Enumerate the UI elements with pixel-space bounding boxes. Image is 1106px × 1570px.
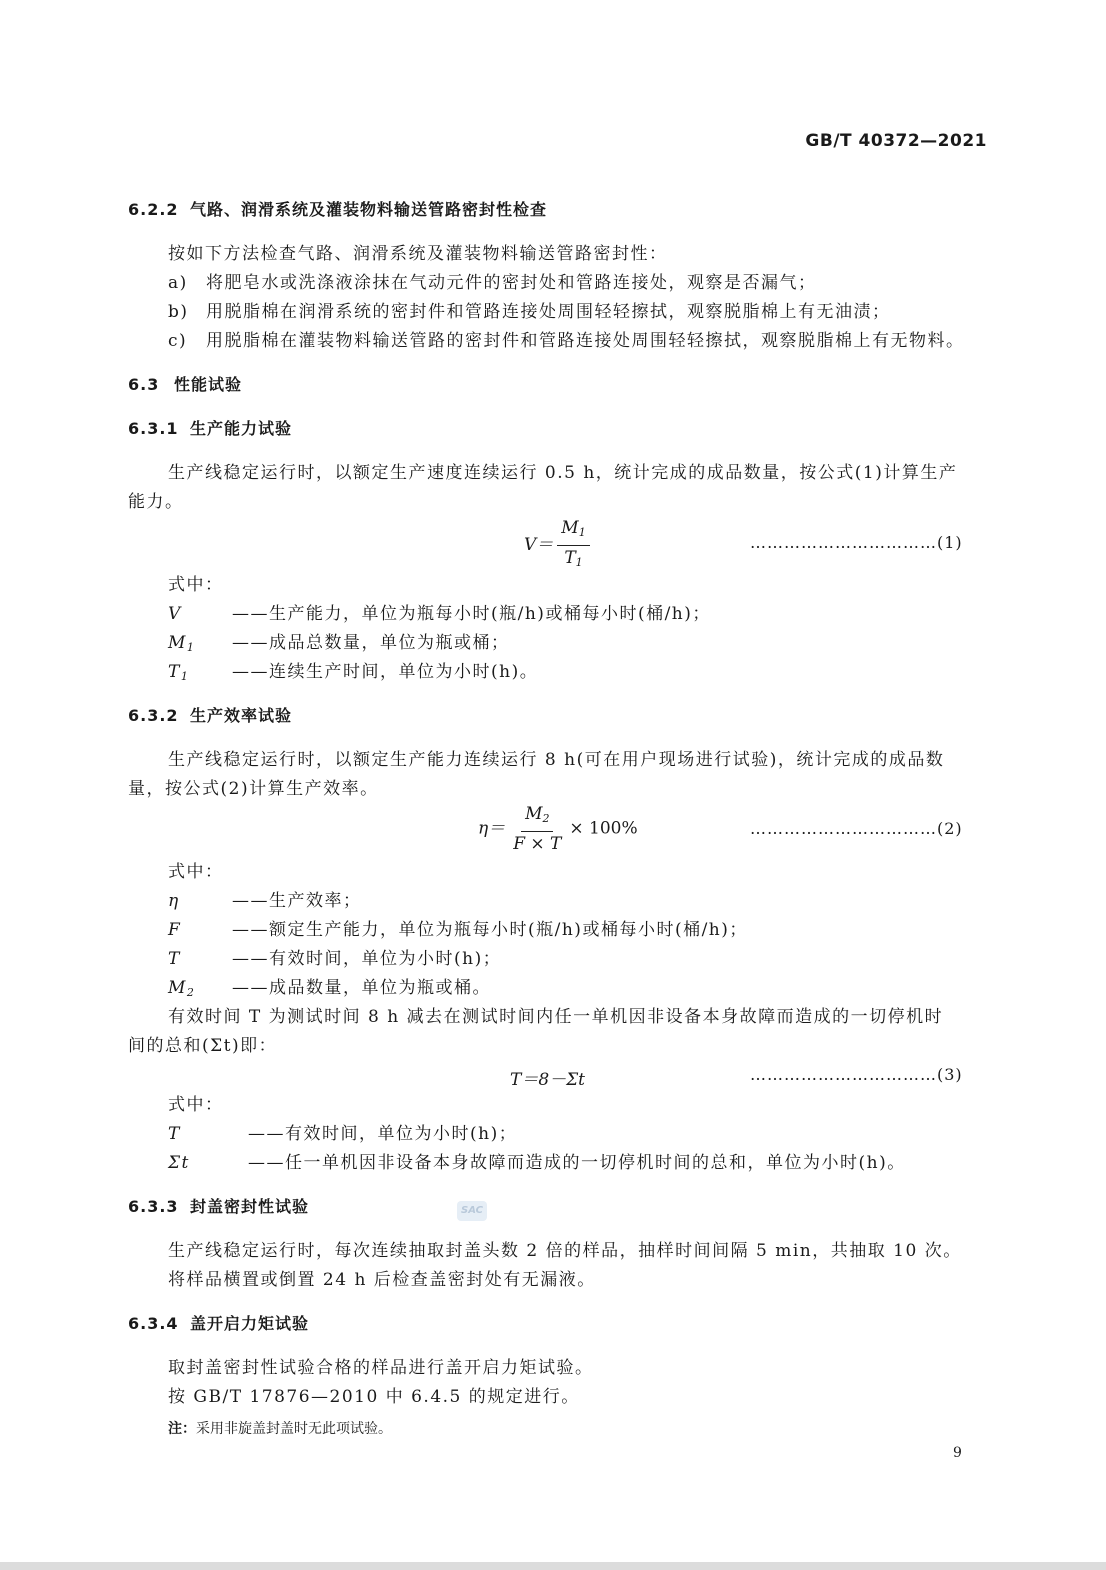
symbol-definition <box>168 1123 517 1145</box>
section-6-3-1-heading <box>128 418 292 440</box>
numerator: $M_2$ <box>521 804 553 832</box>
section-number: 6.3.1 <box>128 419 179 438</box>
note-text: 采用非旋盖封盖时无此项试验。 <box>196 1421 392 1437</box>
formula-3: T＝8－Σt <box>510 1070 586 1090</box>
section-title: 盖开启力矩试验 <box>190 1314 310 1333</box>
symbol: $T_1$ <box>168 662 190 683</box>
definition-text: ——有效时间，单位为小时(h)； <box>232 949 502 969</box>
where-label: 式中： <box>168 1095 224 1115</box>
symbol-definition <box>168 890 362 912</box>
symbol: F <box>168 920 182 940</box>
paragraph-line: 间的总和(Σt)即： <box>128 1036 278 1056</box>
definition-text: ——生产效率； <box>232 891 362 911</box>
symbol-definition <box>168 948 501 970</box>
watermark-logo: SAC <box>457 1201 487 1221</box>
list-item <box>168 301 891 323</box>
fraction <box>557 518 589 573</box>
section-number: 6.3.4 <box>128 1314 179 1333</box>
equation-number: ……………………………(1) <box>750 533 963 552</box>
bottom-border <box>0 1562 1106 1570</box>
section-number: 6.3 <box>128 375 160 394</box>
section-number: 6.2.2 <box>128 200 179 219</box>
definition-text: ——有效时间，单位为小时(h)； <box>248 1124 518 1144</box>
list-item-text: 将肥皂水或洗涤液涂抹在气动元件的密封处和管路连接处，观察是否漏气； <box>206 273 817 293</box>
list-item-text: 用脱脂棉在润滑系统的密封件和管路连接处周围轻轻擦拭，观察脱脂棉上有无油渍； <box>206 302 891 322</box>
list-item <box>168 330 965 352</box>
symbol: $M_1$ <box>168 633 196 654</box>
paragraph-line: 生产线稳定运行时，以额定生产能力连续运行 8 h(可在用户现场进行试验)，统计完成的成品数 <box>168 750 945 770</box>
section-6-3-2-heading <box>128 705 292 727</box>
definition-text: ——成品总数量，单位为瓶或桶； <box>232 633 510 653</box>
note <box>168 1418 392 1438</box>
formula-1 <box>524 518 594 573</box>
symbol-definition <box>168 977 491 1004</box>
formula-2 <box>478 804 638 854</box>
page-number: 9 <box>953 1445 962 1461</box>
paragraph-line: 有效时间 T 为测试时间 8 h 减去在测试时间内任一单机因非设备本身故障而造成的一切停机时 <box>168 1007 944 1027</box>
list-marker: c) <box>168 331 188 351</box>
section-6-3-4-heading <box>128 1313 309 1335</box>
paragraph-line: 将样品横置或倒置 24 h 后检查盖密封处有无漏液。 <box>168 1270 596 1290</box>
section-title: 生产能力试验 <box>190 419 293 438</box>
equation-number: ……………………………(3) <box>750 1065 963 1084</box>
list-item-text: 用脱脂棉在灌装物料输送管路的密封件和管路连接处周围轻轻擦拭，观察脱脂棉上有无物料。 <box>206 331 965 351</box>
section-title: 生产效率试验 <box>190 706 293 725</box>
section-number: 6.3.3 <box>128 1197 179 1216</box>
section-title: 气路、润滑系统及灌装物料输送管路密封性检查 <box>190 200 548 219</box>
list-marker: a) <box>168 273 188 293</box>
symbol: T <box>168 949 181 969</box>
standard-number-header: GB/T 40372—2021 <box>805 131 987 151</box>
symbol: η <box>168 891 180 911</box>
symbol-definition <box>168 919 748 941</box>
denominator: F × T <box>513 834 562 854</box>
paragraph-line: 生产线稳定运行时，每次连续抽取封盖头数 2 倍的样品，抽样时间间隔 5 min，共抽取 10 次。 <box>168 1241 962 1261</box>
formula-lhs: η＝ <box>478 818 506 839</box>
definition-text: ——连续生产时间，单位为小时(h)。 <box>232 662 539 682</box>
symbol: T <box>168 1124 181 1144</box>
where-label: 式中： <box>168 575 224 595</box>
paragraph: 按如下方法检查气路、润滑系统及灌装物料输送管路密封性： <box>168 244 668 264</box>
numerator: $M_1$ <box>557 518 589 546</box>
paragraph-line: 能力。 <box>128 492 184 512</box>
symbol-definition <box>168 1152 906 1174</box>
fraction <box>509 804 565 854</box>
list-item <box>168 272 817 294</box>
denominator: $T_1$ <box>564 548 583 569</box>
definition-text: ——成品数量，单位为瓶或桶。 <box>232 978 491 998</box>
list-marker: b) <box>168 302 189 322</box>
paragraph-line: 按 GB/T 17876—2010 中 6.4.5 的规定进行。 <box>168 1387 580 1407</box>
symbol-definition <box>168 632 510 659</box>
section-6-3-heading <box>128 374 242 396</box>
formula-lhs: V＝ <box>524 535 554 555</box>
symbol: Σt <box>168 1153 190 1173</box>
section-6-3-3-heading <box>128 1196 309 1218</box>
definition-text: ——生产能力，单位为瓶每小时(瓶/h)或桶每小时(桶/h)； <box>232 604 711 624</box>
paragraph-line: 取封盖密封性试验合格的样品进行盖开启力矩试验。 <box>168 1358 594 1378</box>
section-6-2-2-heading <box>128 199 547 221</box>
definition-text: ——任一单机因非设备本身故障而造成的一切停机时间的总和，单位为小时(h)。 <box>248 1153 906 1173</box>
symbol: V <box>168 604 182 624</box>
where-label: 式中： <box>168 862 224 882</box>
symbol: $M_2$ <box>168 978 196 999</box>
symbol-definition <box>168 603 711 625</box>
symbol-definition <box>168 661 538 688</box>
paragraph-line: 生产线稳定运行时，以额定生产速度连续运行 0.5 h，统计完成的成品数量，按公式(1)计算生产 <box>168 463 958 483</box>
equation-number: ……………………………(2) <box>750 819 963 838</box>
definition-text: ——额定生产能力，单位为瓶每小时(瓶/h)或桶每小时(桶/h)； <box>232 920 748 940</box>
paragraph-line: 量，按公式(2)计算生产效率。 <box>128 779 379 799</box>
section-title: 性能试验 <box>174 375 243 394</box>
formula-tail: × 100% <box>569 818 638 839</box>
section-title: 封盖密封性试验 <box>190 1197 310 1216</box>
section-number: 6.3.2 <box>128 706 179 725</box>
note-label: 注： <box>168 1421 196 1437</box>
